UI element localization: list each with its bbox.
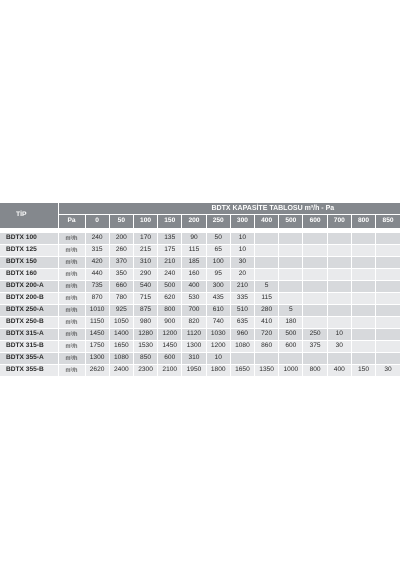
- value-cell: 1530: [133, 341, 157, 353]
- value-cell: 820: [182, 317, 206, 329]
- value-cell: 180: [279, 317, 303, 329]
- value-cell: [279, 233, 303, 245]
- unit-cell: m³/h: [58, 329, 85, 341]
- value-cell: 800: [303, 365, 327, 377]
- value-cell: 1010: [85, 305, 109, 317]
- value-cell: [230, 353, 254, 365]
- value-cell: 1400: [109, 329, 133, 341]
- value-cell: [351, 245, 375, 257]
- model-cell: BDTX 200-A: [0, 281, 58, 293]
- value-cell: 540: [133, 281, 157, 293]
- value-cell: [376, 305, 400, 317]
- value-cell: 660: [109, 281, 133, 293]
- value-cell: 1200: [158, 329, 182, 341]
- value-cell: 30: [376, 365, 400, 377]
- table-row: [0, 353, 400, 365]
- value-cell: 780: [109, 293, 133, 305]
- pressure-header: 0: [85, 215, 109, 229]
- value-cell: 160: [182, 269, 206, 281]
- value-cell: [327, 233, 351, 245]
- tip-header: TİP: [0, 203, 58, 228]
- value-cell: [327, 305, 351, 317]
- value-cell: 50: [206, 233, 230, 245]
- capacity-table: [0, 203, 400, 377]
- value-cell: 30: [327, 341, 351, 353]
- value-cell: 100: [206, 257, 230, 269]
- value-cell: 65: [206, 245, 230, 257]
- table-row: [0, 329, 400, 341]
- value-cell: [376, 317, 400, 329]
- unit-cell: m³/h: [58, 269, 85, 281]
- value-cell: [279, 353, 303, 365]
- value-cell: 740: [206, 317, 230, 329]
- value-cell: 300: [206, 281, 230, 293]
- table-row: [0, 365, 400, 377]
- value-cell: 5: [279, 305, 303, 317]
- pressure-header: 700: [327, 215, 351, 229]
- value-cell: 900: [158, 317, 182, 329]
- value-cell: 10: [206, 353, 230, 365]
- value-cell: [376, 257, 400, 269]
- value-cell: 315: [85, 245, 109, 257]
- model-cell: BDTX 150: [0, 257, 58, 269]
- value-cell: 1800: [206, 365, 230, 377]
- value-cell: 335: [230, 293, 254, 305]
- value-cell: 2100: [158, 365, 182, 377]
- value-cell: 1950: [182, 365, 206, 377]
- pa-header: Pa: [58, 215, 85, 229]
- value-cell: [255, 353, 279, 365]
- value-cell: [303, 233, 327, 245]
- value-cell: 30: [230, 257, 254, 269]
- value-cell: 10: [230, 233, 254, 245]
- value-cell: 115: [182, 245, 206, 257]
- table-row: [0, 269, 400, 281]
- value-cell: 435: [206, 293, 230, 305]
- value-cell: [376, 245, 400, 257]
- value-cell: 210: [230, 281, 254, 293]
- pressure-header: 500: [279, 215, 303, 229]
- value-cell: [351, 269, 375, 281]
- value-cell: [279, 281, 303, 293]
- value-cell: [376, 269, 400, 281]
- value-cell: 175: [158, 245, 182, 257]
- value-cell: 2620: [85, 365, 109, 377]
- value-cell: [351, 341, 375, 353]
- value-cell: [376, 329, 400, 341]
- value-cell: [327, 269, 351, 281]
- value-cell: 115: [255, 293, 279, 305]
- value-cell: 530: [182, 293, 206, 305]
- value-cell: 1450: [85, 329, 109, 341]
- value-cell: [376, 341, 400, 353]
- value-cell: 960: [230, 329, 254, 341]
- value-cell: 1000: [279, 365, 303, 377]
- value-cell: 600: [279, 341, 303, 353]
- model-cell: BDTX 315-A: [0, 329, 58, 341]
- value-cell: [351, 233, 375, 245]
- pressure-header: 300: [230, 215, 254, 229]
- model-cell: BDTX 315-B: [0, 341, 58, 353]
- value-cell: [255, 245, 279, 257]
- table-row: [0, 233, 400, 245]
- value-cell: 735: [85, 281, 109, 293]
- value-cell: 850: [133, 353, 157, 365]
- value-cell: [351, 281, 375, 293]
- value-cell: 1300: [85, 353, 109, 365]
- value-cell: [327, 317, 351, 329]
- value-cell: [376, 233, 400, 245]
- value-cell: [303, 293, 327, 305]
- value-cell: 370: [109, 257, 133, 269]
- value-cell: [351, 305, 375, 317]
- value-cell: 410: [255, 317, 279, 329]
- value-cell: [255, 257, 279, 269]
- model-cell: BDTX 200-B: [0, 293, 58, 305]
- value-cell: 620: [158, 293, 182, 305]
- value-cell: 200: [109, 233, 133, 245]
- value-cell: 90: [182, 233, 206, 245]
- unit-cell: m³/h: [58, 281, 85, 293]
- value-cell: [327, 281, 351, 293]
- value-cell: [303, 353, 327, 365]
- value-cell: 240: [158, 269, 182, 281]
- value-cell: [327, 245, 351, 257]
- value-cell: [351, 257, 375, 269]
- value-cell: 510: [230, 305, 254, 317]
- value-cell: 1080: [109, 353, 133, 365]
- unit-cell: m³/h: [58, 305, 85, 317]
- value-cell: 240: [85, 233, 109, 245]
- value-cell: 980: [133, 317, 157, 329]
- model-cell: BDTX 160: [0, 269, 58, 281]
- table-row: [0, 257, 400, 269]
- value-cell: 1280: [133, 329, 157, 341]
- value-cell: [303, 245, 327, 257]
- value-cell: [279, 269, 303, 281]
- value-cell: 2400: [109, 365, 133, 377]
- value-cell: 1750: [85, 341, 109, 353]
- value-cell: 720: [255, 329, 279, 341]
- value-cell: 1350: [255, 365, 279, 377]
- value-cell: 2300: [133, 365, 157, 377]
- unit-cell: m³/h: [58, 245, 85, 257]
- value-cell: 1650: [230, 365, 254, 377]
- unit-cell: m³/h: [58, 293, 85, 305]
- model-cell: BDTX 355-B: [0, 365, 58, 377]
- pressure-header: 100: [133, 215, 157, 229]
- unit-cell: m³/h: [58, 317, 85, 329]
- pressure-header: 600: [303, 215, 327, 229]
- value-cell: 1050: [109, 317, 133, 329]
- value-cell: 635: [230, 317, 254, 329]
- capacity-table-container: [0, 203, 400, 377]
- value-cell: [303, 305, 327, 317]
- value-cell: [303, 317, 327, 329]
- model-cell: BDTX 250-A: [0, 305, 58, 317]
- model-cell: BDTX 355-A: [0, 353, 58, 365]
- value-cell: 875: [133, 305, 157, 317]
- value-cell: 260: [109, 245, 133, 257]
- pressure-header: 250: [206, 215, 230, 229]
- unit-cell: m³/h: [58, 365, 85, 377]
- value-cell: 5: [255, 281, 279, 293]
- value-cell: 20: [230, 269, 254, 281]
- value-cell: 150: [351, 365, 375, 377]
- value-cell: 1650: [109, 341, 133, 353]
- value-cell: 210: [158, 257, 182, 269]
- value-cell: [351, 329, 375, 341]
- value-cell: [376, 353, 400, 365]
- value-cell: 1030: [206, 329, 230, 341]
- table-row: [0, 281, 400, 293]
- table-row: [0, 293, 400, 305]
- model-cell: BDTX 125: [0, 245, 58, 257]
- table-title: BDTX KAPASİTE TABLOSU m³/h - Pa: [58, 203, 400, 215]
- value-cell: 10: [327, 329, 351, 341]
- value-cell: [327, 293, 351, 305]
- value-cell: [279, 257, 303, 269]
- unit-cell: m³/h: [58, 341, 85, 353]
- value-cell: 350: [109, 269, 133, 281]
- value-cell: 1120: [182, 329, 206, 341]
- table-row: [0, 245, 400, 257]
- value-cell: [351, 293, 375, 305]
- table-row: [0, 305, 400, 317]
- value-cell: [351, 317, 375, 329]
- value-cell: 600: [158, 353, 182, 365]
- value-cell: 860: [255, 341, 279, 353]
- value-cell: 215: [133, 245, 157, 257]
- value-cell: [303, 257, 327, 269]
- value-cell: 440: [85, 269, 109, 281]
- value-cell: [327, 257, 351, 269]
- value-cell: 500: [158, 281, 182, 293]
- value-cell: 800: [158, 305, 182, 317]
- pressure-header: 200: [182, 215, 206, 229]
- value-cell: 290: [133, 269, 157, 281]
- value-cell: 170: [133, 233, 157, 245]
- value-cell: 1080: [230, 341, 254, 353]
- value-cell: [255, 233, 279, 245]
- value-cell: [376, 293, 400, 305]
- value-cell: [255, 269, 279, 281]
- table-row: [0, 341, 400, 353]
- model-cell: BDTX 100: [0, 233, 58, 245]
- value-cell: 310: [133, 257, 157, 269]
- value-cell: 185: [182, 257, 206, 269]
- value-cell: [303, 269, 327, 281]
- value-cell: [303, 281, 327, 293]
- value-cell: 870: [85, 293, 109, 305]
- value-cell: [279, 293, 303, 305]
- unit-cell: m³/h: [58, 233, 85, 245]
- value-cell: 610: [206, 305, 230, 317]
- value-cell: 500: [279, 329, 303, 341]
- model-cell: BDTX 250-B: [0, 317, 58, 329]
- value-cell: 1300: [182, 341, 206, 353]
- pressure-header: 850: [376, 215, 400, 229]
- value-cell: 1150: [85, 317, 109, 329]
- table-row: [0, 317, 400, 329]
- value-cell: 400: [327, 365, 351, 377]
- value-cell: 700: [182, 305, 206, 317]
- value-cell: 280: [255, 305, 279, 317]
- value-cell: 1200: [206, 341, 230, 353]
- value-cell: 400: [182, 281, 206, 293]
- value-cell: 375: [303, 341, 327, 353]
- value-cell: 1450: [158, 341, 182, 353]
- value-cell: [327, 353, 351, 365]
- pressure-header: 150: [158, 215, 182, 229]
- value-cell: 420: [85, 257, 109, 269]
- unit-cell: m³/h: [58, 257, 85, 269]
- pressure-header: 400: [255, 215, 279, 229]
- pressure-header: 800: [351, 215, 375, 229]
- unit-cell: m³/h: [58, 353, 85, 365]
- value-cell: [376, 281, 400, 293]
- value-cell: [279, 245, 303, 257]
- value-cell: [351, 353, 375, 365]
- value-cell: 310: [182, 353, 206, 365]
- value-cell: 250: [303, 329, 327, 341]
- value-cell: 135: [158, 233, 182, 245]
- value-cell: 10: [230, 245, 254, 257]
- value-cell: 95: [206, 269, 230, 281]
- value-cell: 715: [133, 293, 157, 305]
- pressure-header: 50: [109, 215, 133, 229]
- value-cell: 925: [109, 305, 133, 317]
